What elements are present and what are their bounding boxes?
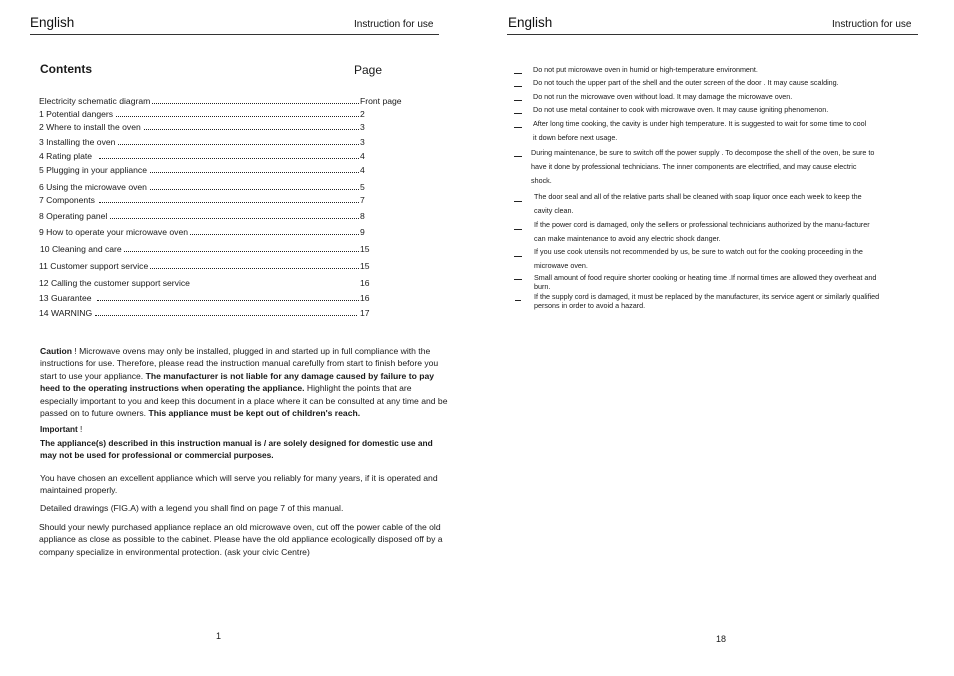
replace-paragraph: Should your newly purchased appliance replace an old microwave oven, cut off the power cable of the old appliance as close as possible to the cabinet. Please have the old appliance ecologically disposed off by a company specialize in environmental protection. (ask your civic Centre)	[39, 522, 443, 557]
bullet-dash	[515, 300, 521, 301]
toc-entry	[39, 121, 403, 133]
choice-paragraph: You have chosen an excellent appliance which will serve you reliably for many years, if it is operated and maintained properly.	[40, 473, 438, 496]
toc-entry-page: 4	[360, 165, 365, 175]
caution-paragraph	[40, 345, 450, 419]
toc-entry	[39, 260, 403, 272]
toc-entry-title: 1 Potential dangers	[39, 109, 114, 119]
toc-leader	[99, 251, 359, 252]
drawings-paragraph: Detailed drawings (FIG.A) with a legend you shall find on page 7 of this manual.	[40, 503, 344, 513]
page-number: 18	[716, 634, 727, 644]
header-rule	[30, 34, 439, 35]
caution-label: Caution	[40, 346, 72, 356]
toc-entry	[39, 226, 403, 238]
toc-entry-title: 11 Customer support service	[39, 261, 149, 271]
toc-entry	[39, 243, 403, 255]
header-instruction: Instruction for use	[832, 19, 912, 30]
toc-entry-page: 16	[360, 278, 370, 288]
caution-text-1: ! Microwave ovens may only be installed, plugged in and started up in full compliance with the instructions for use. Therefore, please read the instruction manual carefully from start to finish before you start to use your appliance.	[40, 346, 439, 381]
toc-entry-title: 14 WARNING	[39, 308, 93, 318]
bullet-dash	[514, 113, 522, 114]
bullet-text: During maintenance, be sure to switch off the power supply . To decompose the shell of the oven, be sure to have it done by professional technicians. The inner components are electrified, and may cause electric shock.	[531, 148, 875, 185]
bullet-dash	[514, 229, 522, 230]
bullet-text: If the power cord is damaged, only the sellers or professional technicians authorized by the manu-facturer can make maintenance to avoid any electric shock danger.	[534, 220, 870, 243]
contents-title: Contents	[40, 62, 92, 76]
header-rule	[507, 34, 918, 35]
bullet-text: Do not run the microwave oven without load. It may damage the microwave oven.	[533, 92, 793, 101]
toc-entry-title: Electricity schematic diagram	[39, 96, 151, 106]
bullet-dash	[514, 201, 522, 202]
toc-entry	[39, 150, 403, 162]
toc-entry-page: 3	[360, 122, 365, 132]
toc-leader	[97, 300, 359, 301]
toc-entry-page: 17	[360, 308, 370, 318]
toc-entry-title: 2 Where to install the oven	[39, 122, 141, 132]
toc-entry	[39, 210, 403, 222]
toc-entry-page: 8	[360, 211, 365, 221]
toc-entry-page: 5	[360, 182, 365, 192]
toc-entry-title: 8 Operating panel	[39, 211, 108, 221]
bullet-text: Do not touch the upper part of the shell and the outer screen of the door . It may cause scalding.	[533, 78, 839, 87]
toc-entry	[39, 136, 403, 148]
toc-entry-title: 12 Calling the customer support service	[39, 278, 190, 288]
page-number: 1	[216, 631, 222, 641]
toc-entry	[39, 181, 403, 193]
caution-bold-2: This appliance must be kept out of children's reach.	[146, 408, 361, 419]
toc-entry-title: 5 Plugging in your appliance	[39, 165, 147, 175]
toc-entry	[39, 164, 403, 176]
bullet-text: The door seal and all of the relative parts shall be cleaned with soap liquor once each week to keep the cavity clean.	[534, 192, 862, 215]
header-instruction: Instruction for use	[354, 19, 434, 30]
toc-entry-page: 3	[360, 137, 365, 147]
bullet-text: If the supply cord is damaged, it must be replaced by the manufacturer, its service agent or similarly qualified persons in order to avoid a hazard.	[534, 292, 880, 310]
bullet-text: After long time cooking, the cavity is under high temperature. It is suggested to wait for some time to cool it down before next usage.	[533, 119, 867, 142]
toc-leader	[95, 315, 357, 316]
toc-leader	[99, 144, 359, 145]
toc-entry-title: 10 Cleaning and care	[40, 244, 122, 254]
header-language: English	[508, 15, 553, 30]
bullet-dash	[514, 156, 522, 157]
toc-leader	[99, 218, 359, 219]
header-language: English	[30, 15, 75, 30]
toc-leader	[99, 158, 359, 159]
toc-entry	[39, 108, 403, 120]
bullet-dash	[514, 256, 522, 257]
bullet-text: Do not put microwave oven in humid or high-temperature environment.	[533, 65, 758, 74]
important-label-line	[40, 424, 450, 436]
toc-entry-title: 4 Rating plate	[39, 151, 93, 161]
toc-entry-page: 16	[360, 293, 370, 303]
toc-leader	[99, 116, 359, 117]
important-text: The appliance(s) described in this instruction manual is / are solely designed for domestic use and may not be used for professional or commercial purposes.	[40, 438, 433, 460]
toc-entry	[39, 307, 403, 319]
bullet-dash	[514, 279, 522, 280]
important-mark: !	[77, 425, 83, 434]
toc-entry-title: 6 Using the microwave oven	[39, 182, 147, 192]
right-page	[477, 0, 954, 676]
toc-entry-page: 2	[360, 109, 365, 119]
toc-entry-page: 9	[360, 227, 365, 237]
toc-entry	[39, 194, 403, 206]
toc-entry-title: 9 How to operate your microwave oven	[39, 227, 189, 237]
toc-entry-title: 13 Guarantee	[39, 293, 92, 303]
bullet-dash	[514, 86, 522, 87]
toc-entry-page: 7	[360, 195, 365, 205]
toc-entry-page: 15	[360, 261, 370, 271]
important-label: Important	[40, 425, 78, 434]
toc-entry-title: 7 Components	[39, 195, 95, 205]
toc-entry-page: 4	[360, 151, 365, 161]
bullet-text: If you use cook utensils not recommended by us, be sure to watch out for the cooking proceeding in the microwave oven.	[534, 247, 863, 270]
toc-entry	[39, 292, 403, 304]
bullet-text: Small amount of food require shorter cooking or heating time .If normal times are allowed they overheat and burn.	[534, 273, 877, 291]
toc-entry-page: Front page	[360, 96, 402, 106]
caution-text-2: Highlight the points that are especially important to you and keep this document in a place where it can be consulted at any time and be passed on to future owners.	[40, 383, 448, 419]
contents-page-label: Page	[354, 63, 383, 77]
toc-entry-page: 15	[360, 244, 370, 254]
bullet-dash	[514, 100, 522, 101]
toc-entry	[39, 277, 403, 289]
bullet-dash	[514, 127, 522, 128]
toc-entry	[39, 95, 403, 107]
toc-leader	[99, 202, 359, 203]
caution-bold-1: The manufacturer is not liable for any damage caused by failure to pay heed to the operating instructions when operating the appliance.	[40, 370, 435, 394]
bullet-dash	[514, 73, 522, 74]
bullet-text: Do not use metal container to cook with microwave oven. It may cause igniting phenomenon.	[533, 105, 829, 114]
toc-entry-title: 3 Installing the oven	[39, 137, 116, 147]
